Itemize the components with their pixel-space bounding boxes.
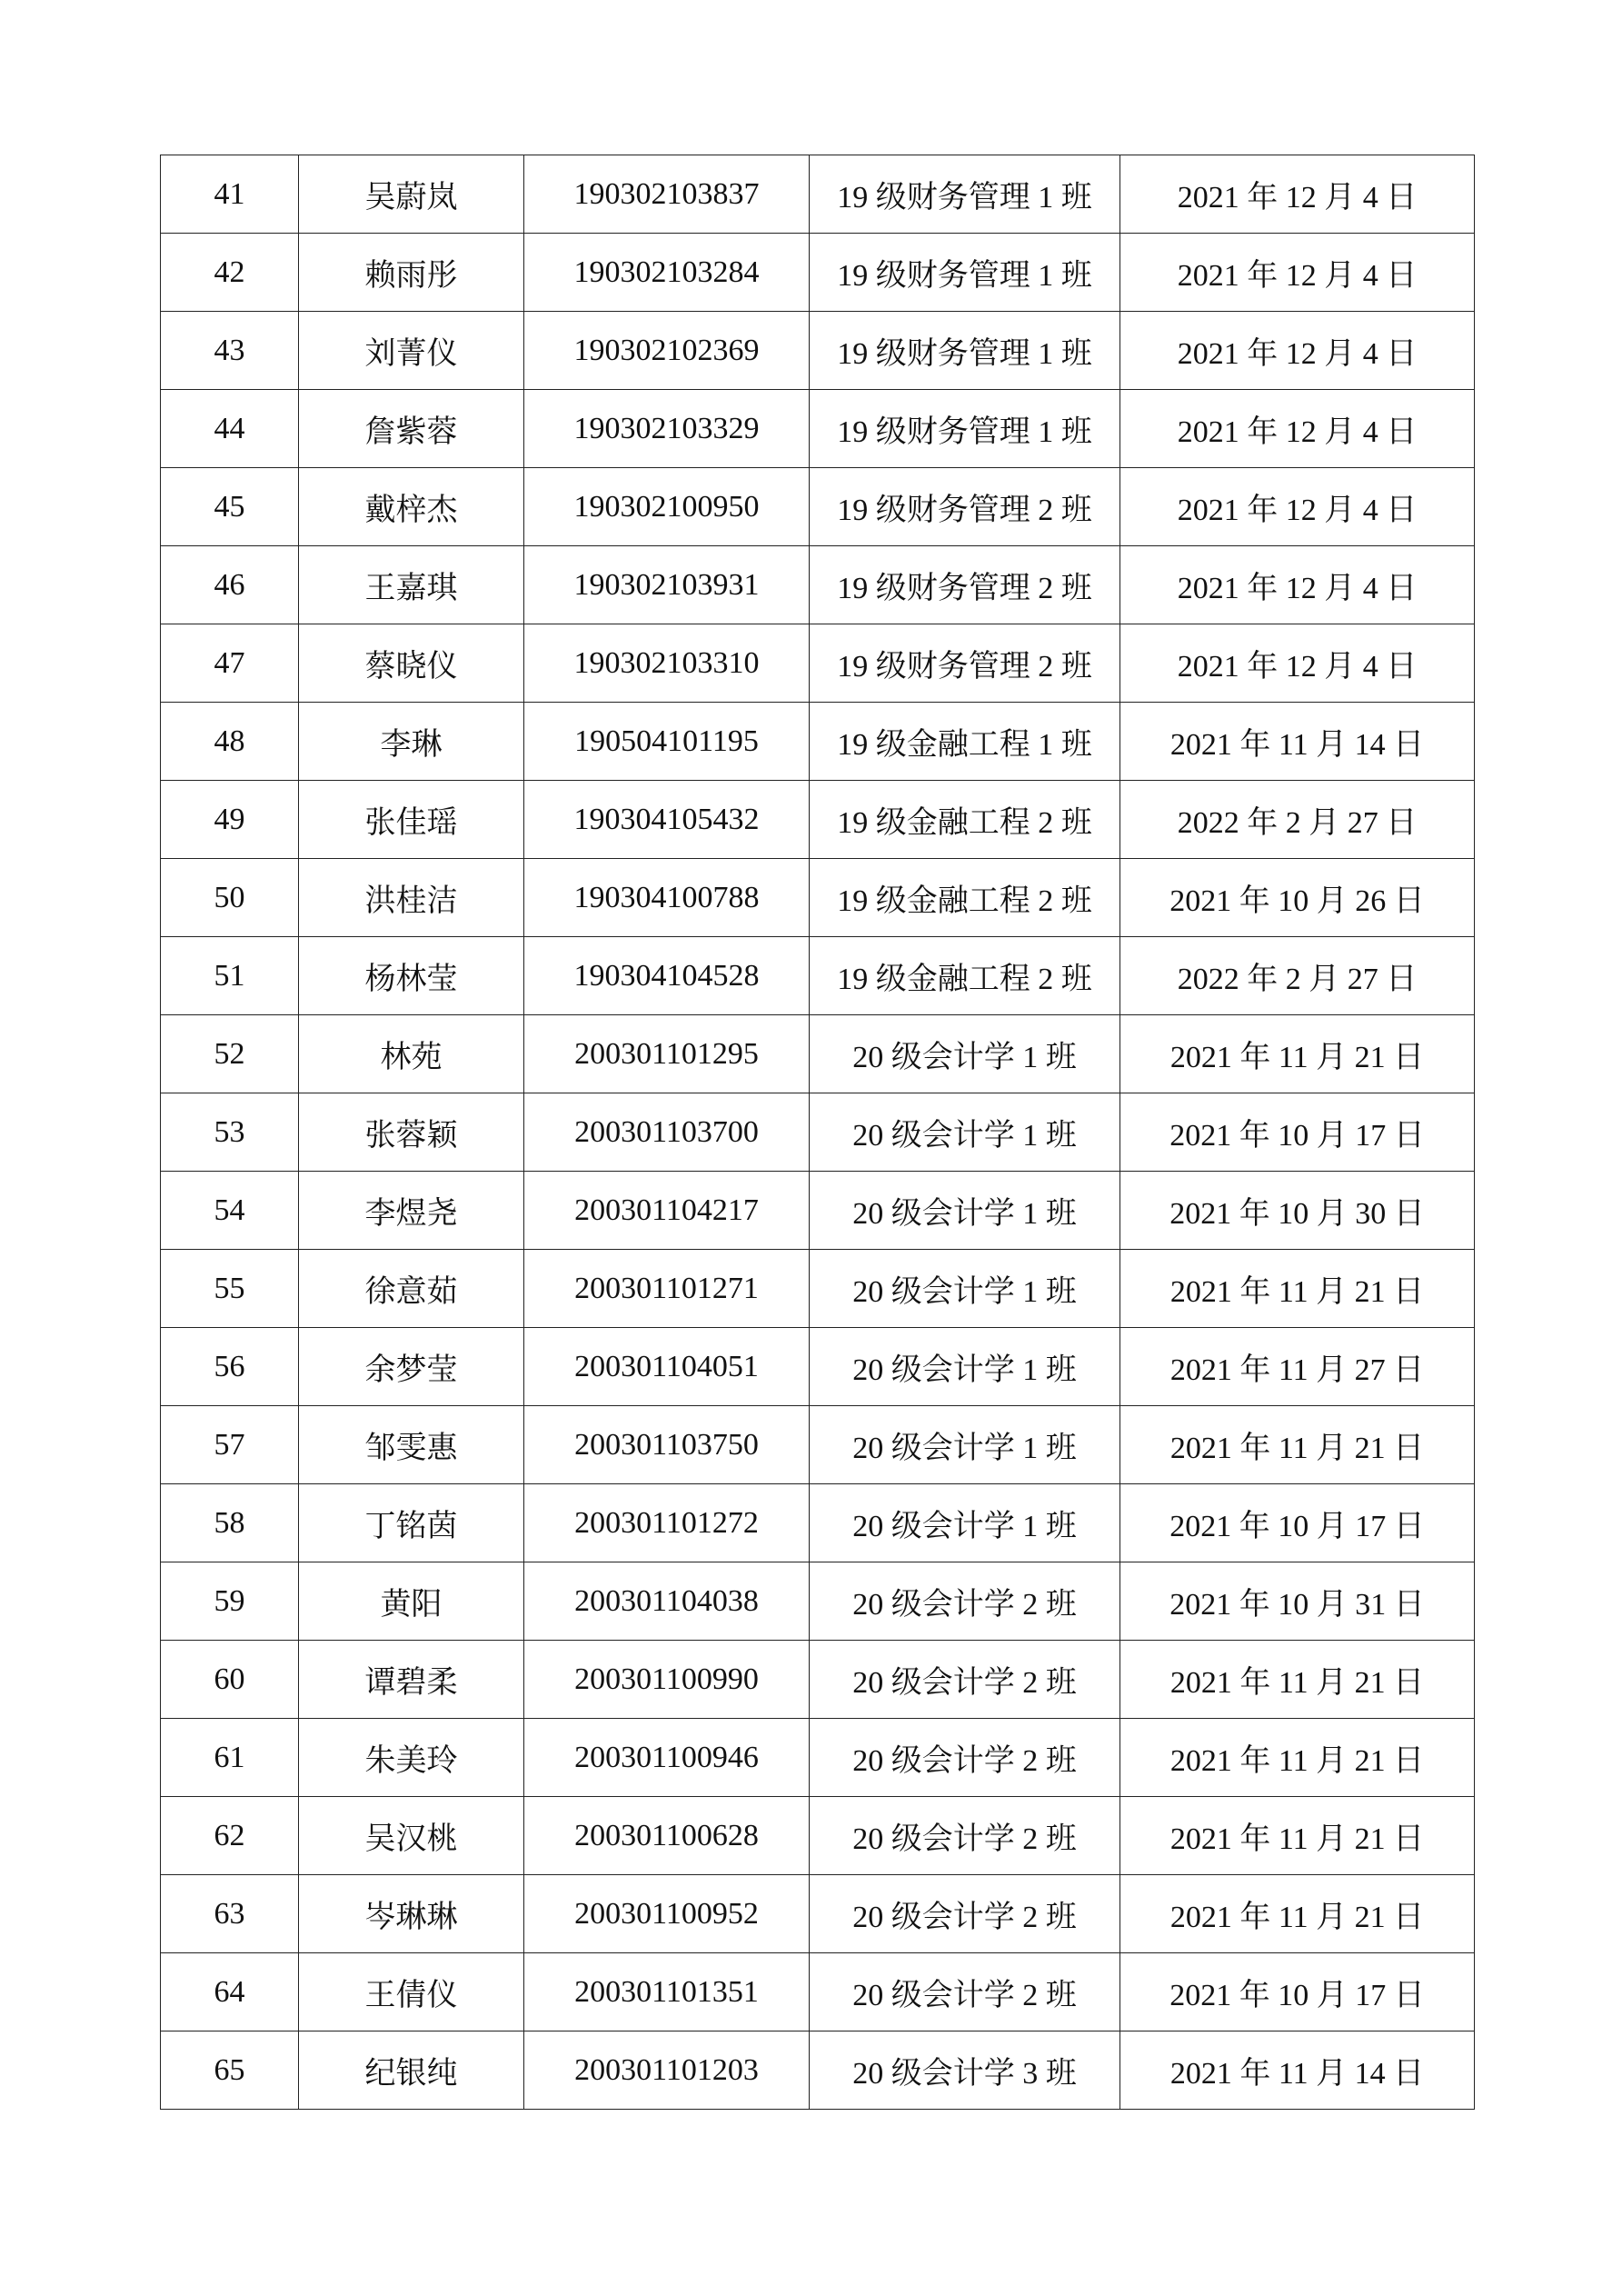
student-name-cell: 戴梓杰 [299, 468, 524, 546]
row-number-cell: 57 [161, 1406, 299, 1484]
table-row [161, 234, 1475, 312]
date-cell: 2021 年 11 月 27 日 [1120, 1328, 1475, 1406]
table-row [161, 1093, 1475, 1172]
student-name-cell: 岑琳琳 [299, 1875, 524, 1953]
date-cell: 2021 年 11 月 21 日 [1120, 1797, 1475, 1875]
class-name-cell: 20 级会计学 1 班 [810, 1015, 1120, 1093]
table-row [161, 1953, 1475, 2031]
student-name-cell: 林苑 [299, 1015, 524, 1093]
roster-body [161, 155, 1475, 2110]
row-number-cell: 63 [161, 1875, 299, 1953]
class-name-cell: 19 级财务管理 2 班 [810, 546, 1120, 624]
table-row [161, 546, 1475, 624]
row-number-cell: 64 [161, 1953, 299, 2031]
date-cell: 2021 年 12 月 4 日 [1120, 624, 1475, 703]
student-name-cell: 邹雯惠 [299, 1406, 524, 1484]
date-cell: 2021 年 10 月 17 日 [1120, 1953, 1475, 2031]
table-row [161, 703, 1475, 781]
student-id-cell: 190504101195 [524, 703, 810, 781]
row-number-cell: 41 [161, 155, 299, 234]
table-row [161, 1250, 1475, 1328]
student-id-cell: 200301104051 [524, 1328, 810, 1406]
table-row [161, 859, 1475, 937]
student-id-cell: 190302102369 [524, 312, 810, 390]
date-cell: 2021 年 10 月 17 日 [1120, 1484, 1475, 1562]
date-cell: 2021 年 11 月 14 日 [1120, 2031, 1475, 2110]
student-id-cell: 200301104038 [524, 1562, 810, 1641]
class-name-cell: 19 级财务管理 1 班 [810, 155, 1120, 234]
date-cell: 2021 年 11 月 21 日 [1120, 1875, 1475, 1953]
row-number-cell: 43 [161, 312, 299, 390]
student-id-cell: 190304104528 [524, 937, 810, 1015]
student-id-cell: 200301101295 [524, 1015, 810, 1093]
table-row [161, 155, 1475, 234]
student-name-cell: 刘菁仪 [299, 312, 524, 390]
table-row [161, 1797, 1475, 1875]
row-number-cell: 58 [161, 1484, 299, 1562]
table-row [161, 1484, 1475, 1562]
table-row [161, 390, 1475, 468]
class-name-cell: 20 级会计学 3 班 [810, 2031, 1120, 2110]
class-name-cell: 20 级会计学 1 班 [810, 1484, 1120, 1562]
date-cell: 2021 年 10 月 26 日 [1120, 859, 1475, 937]
student-name-cell: 詹紫蓉 [299, 390, 524, 468]
row-number-cell: 53 [161, 1093, 299, 1172]
table-row [161, 1719, 1475, 1797]
student-id-cell: 200301103700 [524, 1093, 810, 1172]
row-number-cell: 46 [161, 546, 299, 624]
row-number-cell: 65 [161, 2031, 299, 2110]
student-name-cell: 纪银纯 [299, 2031, 524, 2110]
row-number-cell: 49 [161, 781, 299, 859]
table-row [161, 1172, 1475, 1250]
date-cell: 2021 年 11 月 21 日 [1120, 1641, 1475, 1719]
table-row [161, 1641, 1475, 1719]
date-cell: 2021 年 11 月 21 日 [1120, 1015, 1475, 1093]
table-row [161, 1562, 1475, 1641]
student-name-cell: 赖雨彤 [299, 234, 524, 312]
date-cell: 2022 年 2 月 27 日 [1120, 937, 1475, 1015]
student-id-cell: 200301100952 [524, 1875, 810, 1953]
student-id-cell: 200301100990 [524, 1641, 810, 1719]
student-id-cell: 190304100788 [524, 859, 810, 937]
student-name-cell: 李琳 [299, 703, 524, 781]
class-name-cell: 19 级金融工程 2 班 [810, 937, 1120, 1015]
student-name-cell: 徐意茹 [299, 1250, 524, 1328]
row-number-cell: 45 [161, 468, 299, 546]
student-id-cell: 190302103329 [524, 390, 810, 468]
student-id-cell: 200301100946 [524, 1719, 810, 1797]
row-number-cell: 60 [161, 1641, 299, 1719]
table-row [161, 312, 1475, 390]
class-name-cell: 19 级财务管理 1 班 [810, 390, 1120, 468]
row-number-cell: 59 [161, 1562, 299, 1641]
student-name-cell: 李煜尧 [299, 1172, 524, 1250]
student-id-cell: 200301101351 [524, 1953, 810, 2031]
row-number-cell: 47 [161, 624, 299, 703]
table-row [161, 2031, 1475, 2110]
student-name-cell: 吴蔚岚 [299, 155, 524, 234]
student-name-cell: 谭碧柔 [299, 1641, 524, 1719]
class-name-cell: 19 级金融工程 2 班 [810, 859, 1120, 937]
student-name-cell: 王倩仪 [299, 1953, 524, 2031]
class-name-cell: 19 级金融工程 1 班 [810, 703, 1120, 781]
date-cell: 2021 年 12 月 4 日 [1120, 546, 1475, 624]
row-number-cell: 48 [161, 703, 299, 781]
student-name-cell: 蔡晓仪 [299, 624, 524, 703]
student-id-cell: 190304105432 [524, 781, 810, 859]
student-id-cell: 190302100950 [524, 468, 810, 546]
table-row [161, 1406, 1475, 1484]
student-id-cell: 200301103750 [524, 1406, 810, 1484]
date-cell: 2022 年 2 月 27 日 [1120, 781, 1475, 859]
row-number-cell: 50 [161, 859, 299, 937]
student-name-cell: 杨林莹 [299, 937, 524, 1015]
class-name-cell: 19 级财务管理 2 班 [810, 468, 1120, 546]
class-name-cell: 20 级会计学 2 班 [810, 1562, 1120, 1641]
date-cell: 2021 年 12 月 4 日 [1120, 234, 1475, 312]
row-number-cell: 56 [161, 1328, 299, 1406]
student-id-cell: 190302103284 [524, 234, 810, 312]
class-name-cell: 20 级会计学 2 班 [810, 1641, 1120, 1719]
class-name-cell: 20 级会计学 1 班 [810, 1250, 1120, 1328]
date-cell: 2021 年 12 月 4 日 [1120, 155, 1475, 234]
student-name-cell: 张佳瑶 [299, 781, 524, 859]
class-name-cell: 20 级会计学 1 班 [810, 1406, 1120, 1484]
class-name-cell: 19 级财务管理 1 班 [810, 312, 1120, 390]
table-row [161, 468, 1475, 546]
row-number-cell: 61 [161, 1719, 299, 1797]
row-number-cell: 44 [161, 390, 299, 468]
class-name-cell: 20 级会计学 1 班 [810, 1172, 1120, 1250]
date-cell: 2021 年 11 月 14 日 [1120, 703, 1475, 781]
class-name-cell: 20 级会计学 1 班 [810, 1093, 1120, 1172]
student-name-cell: 张蓉颖 [299, 1093, 524, 1172]
table-row [161, 937, 1475, 1015]
class-name-cell: 20 级会计学 1 班 [810, 1328, 1120, 1406]
class-name-cell: 20 级会计学 2 班 [810, 1875, 1120, 1953]
row-number-cell: 52 [161, 1015, 299, 1093]
class-name-cell: 20 级会计学 2 班 [810, 1719, 1120, 1797]
student-name-cell: 王嘉琪 [299, 546, 524, 624]
class-name-cell: 20 级会计学 2 班 [810, 1797, 1120, 1875]
student-id-cell: 200301101272 [524, 1484, 810, 1562]
student-id-cell: 200301104217 [524, 1172, 810, 1250]
student-name-cell: 丁铭茵 [299, 1484, 524, 1562]
student-id-cell: 200301100628 [524, 1797, 810, 1875]
class-name-cell: 19 级财务管理 2 班 [810, 624, 1120, 703]
row-number-cell: 54 [161, 1172, 299, 1250]
student-roster-table [160, 155, 1475, 2110]
date-cell: 2021 年 10 月 31 日 [1120, 1562, 1475, 1641]
student-id-cell: 200301101271 [524, 1250, 810, 1328]
table-row [161, 1328, 1475, 1406]
row-number-cell: 42 [161, 234, 299, 312]
class-name-cell: 20 级会计学 2 班 [810, 1953, 1120, 2031]
student-name-cell: 朱美玲 [299, 1719, 524, 1797]
student-id-cell: 190302103310 [524, 624, 810, 703]
student-id-cell: 190302103837 [524, 155, 810, 234]
date-cell: 2021 年 11 月 21 日 [1120, 1719, 1475, 1797]
student-name-cell: 余梦莹 [299, 1328, 524, 1406]
row-number-cell: 55 [161, 1250, 299, 1328]
class-name-cell: 19 级金融工程 2 班 [810, 781, 1120, 859]
date-cell: 2021 年 11 月 21 日 [1120, 1250, 1475, 1328]
row-number-cell: 62 [161, 1797, 299, 1875]
student-name-cell: 洪桂洁 [299, 859, 524, 937]
date-cell: 2021 年 12 月 4 日 [1120, 468, 1475, 546]
date-cell: 2021 年 10 月 17 日 [1120, 1093, 1475, 1172]
student-name-cell: 吴汉桃 [299, 1797, 524, 1875]
table-row [161, 624, 1475, 703]
date-cell: 2021 年 11 月 21 日 [1120, 1406, 1475, 1484]
student-name-cell: 黄阳 [299, 1562, 524, 1641]
student-id-cell: 200301101203 [524, 2031, 810, 2110]
row-number-cell: 51 [161, 937, 299, 1015]
class-name-cell: 19 级财务管理 1 班 [810, 234, 1120, 312]
date-cell: 2021 年 10 月 30 日 [1120, 1172, 1475, 1250]
table-row [161, 1015, 1475, 1093]
table-row [161, 1875, 1475, 1953]
student-id-cell: 190302103931 [524, 546, 810, 624]
date-cell: 2021 年 12 月 4 日 [1120, 312, 1475, 390]
table-row [161, 781, 1475, 859]
date-cell: 2021 年 12 月 4 日 [1120, 390, 1475, 468]
